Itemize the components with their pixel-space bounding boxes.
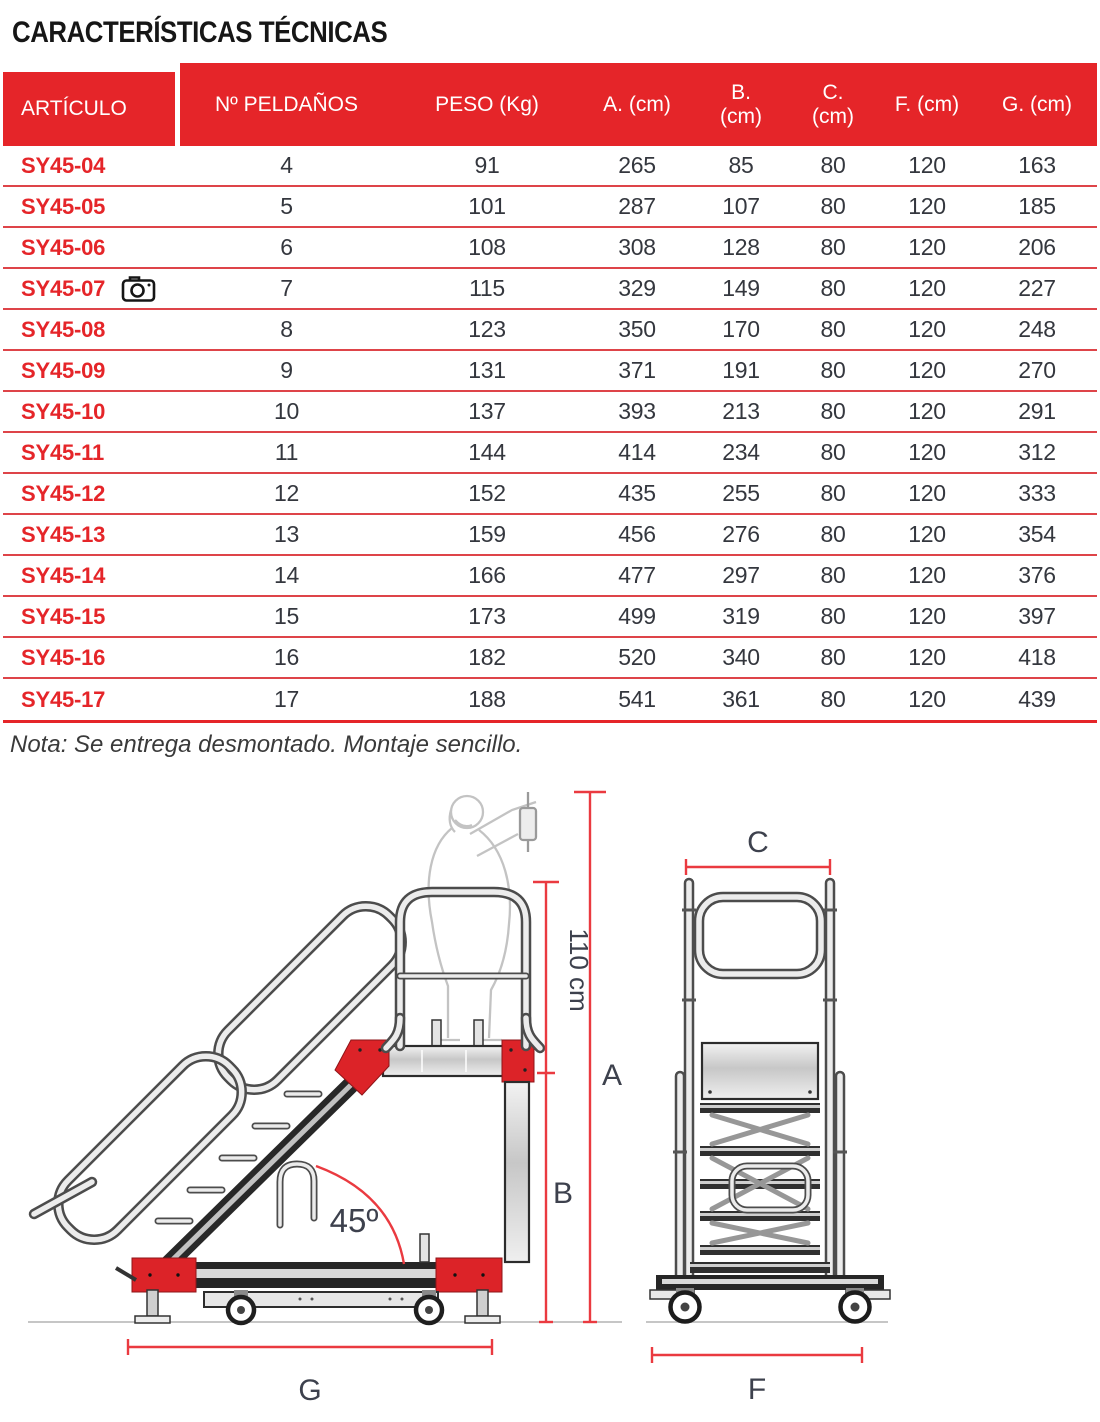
peldanos-cell: 11 — [274, 439, 299, 465]
drill-icon — [520, 808, 536, 840]
articulo-code: SY45-07 — [21, 275, 106, 301]
a-cell: 435 — [618, 480, 656, 506]
articulo-code: SY45-09 — [21, 357, 106, 383]
column-header-f: F. (cm) — [894, 92, 960, 116]
peldanos-cell: 14 — [274, 562, 299, 588]
camera-icon[interactable] — [121, 274, 156, 303]
a-cell: 308 — [618, 234, 656, 260]
peso-cell: 108 — [468, 234, 506, 260]
page-title: CARACTERÍSTICAS TÉCNICAS — [12, 16, 388, 49]
articulo-code: SY45-17 — [21, 686, 106, 712]
spec-table — [3, 63, 1097, 723]
g-cell: 291 — [1018, 398, 1056, 424]
articulo-cell — [3, 358, 180, 384]
f-cell: 120 — [908, 521, 946, 547]
peso-cell: 152 — [468, 480, 506, 506]
a-cell: 414 — [618, 439, 656, 465]
peso-cell: 101 — [468, 193, 506, 219]
a-cell: 350 — [618, 316, 656, 342]
g-cell: 270 — [1018, 357, 1056, 383]
dim-label-a: A — [601, 1059, 623, 1092]
column-header-g: G. (cm) — [1002, 92, 1072, 116]
table-row — [3, 228, 1097, 269]
f-cell: 120 — [908, 562, 946, 588]
g-cell: 418 — [1018, 644, 1056, 670]
articulo-cell — [3, 604, 180, 630]
a-cell: 371 — [618, 357, 656, 383]
articulo-cell — [3, 563, 180, 589]
table-row — [3, 351, 1097, 392]
articulo-code: SY45-10 — [21, 398, 106, 424]
articulo-cell — [3, 687, 180, 713]
b-cell: 319 — [722, 603, 760, 629]
f-cell: 120 — [908, 644, 946, 670]
g-cell: 227 — [1018, 275, 1056, 301]
b-cell: 297 — [722, 562, 760, 588]
a-cell: 265 — [618, 152, 656, 178]
column-header-a: A. (cm) — [603, 92, 671, 116]
peso-cell: 144 — [468, 439, 506, 465]
peldanos-cell: 12 — [274, 480, 299, 506]
stair-stringer — [152, 1070, 366, 1280]
peldanos-cell: 6 — [280, 234, 293, 260]
peldanos-cell: 5 — [280, 193, 293, 219]
worker-figure — [429, 792, 536, 1040]
a-cell: 329 — [618, 275, 656, 301]
c-cell: 80 — [820, 686, 846, 712]
c-cell: 80 — [820, 152, 846, 178]
articulo-code: SY45-15 — [21, 603, 106, 629]
g-cell: 312 — [1018, 439, 1056, 465]
g-cell: 333 — [1018, 480, 1056, 506]
leveling-foot — [465, 1290, 500, 1323]
g-cell: 439 — [1018, 686, 1056, 712]
dim-label-110cm: 110 cm — [564, 928, 594, 1012]
peso-cell: 188 — [468, 686, 506, 712]
base-frame — [116, 1234, 502, 1307]
articulo-cell — [3, 399, 180, 425]
leveling-foot — [135, 1290, 170, 1323]
b-cell: 255 — [722, 480, 760, 506]
f-cell: 120 — [908, 234, 946, 260]
articulo-code: SY45-04 — [21, 152, 106, 178]
f-cell: 120 — [908, 316, 946, 342]
peso-cell: 137 — [468, 398, 506, 424]
b-cell: 85 — [728, 152, 754, 178]
f-cell: 120 — [908, 603, 946, 629]
g-cell: 185 — [1018, 193, 1056, 219]
g-cell: 248 — [1018, 316, 1056, 342]
b-cell: 234 — [722, 439, 760, 465]
articulo-cell — [3, 317, 180, 343]
peso-cell: 91 — [474, 152, 500, 178]
cage-mount — [474, 1020, 483, 1046]
table-row — [3, 556, 1097, 597]
table-body — [3, 146, 1097, 723]
table-header-group — [180, 63, 1097, 146]
c-cell: 80 — [820, 316, 846, 342]
peldanos-cell: 4 — [280, 152, 293, 178]
table-row — [3, 515, 1097, 556]
g-cell: 206 — [1018, 234, 1056, 260]
dim-label-c: C — [747, 826, 769, 859]
articulo-code: SY45-05 — [21, 193, 106, 219]
b-cell: 107 — [722, 193, 760, 219]
f-cell: 120 — [908, 193, 946, 219]
c-cell: 80 — [820, 603, 846, 629]
column-header-articulo: ARTÍCULO — [3, 72, 175, 146]
table-row — [3, 269, 1097, 310]
c-cell: 80 — [820, 398, 846, 424]
articulo-code: SY45-11 — [21, 439, 105, 465]
g-cell: 354 — [1018, 521, 1056, 547]
b-cell: 361 — [722, 686, 760, 712]
table-row — [3, 146, 1097, 187]
platform-panel — [702, 1043, 818, 1099]
diagrams — [0, 770, 1100, 1422]
articulo-code: SY45-08 — [21, 316, 106, 342]
b-cell: 191 — [722, 357, 760, 383]
table-row — [3, 597, 1097, 638]
articulo-cell — [3, 274, 180, 303]
b-cell: 276 — [722, 521, 760, 547]
table-row — [3, 187, 1097, 228]
a-cell: 456 — [618, 521, 656, 547]
table-row — [3, 474, 1097, 515]
c-cell: 80 — [820, 275, 846, 301]
articulo-cell — [3, 153, 180, 179]
column-header-peldanos: Nº PELDAÑOS — [214, 92, 359, 116]
articulo-code: SY45-13 — [21, 521, 106, 547]
table-row — [3, 638, 1097, 679]
c-cell: 80 — [820, 562, 846, 588]
articulo-code: SY45-12 — [21, 480, 106, 506]
peso-cell: 182 — [468, 644, 506, 670]
side-view-diagram — [0, 770, 640, 1422]
a-cell: 499 — [618, 603, 656, 629]
peldanos-cell: 17 — [274, 686, 299, 712]
f-cell: 120 — [908, 152, 946, 178]
b-cell: 128 — [722, 234, 760, 260]
g-cell: 397 — [1018, 603, 1056, 629]
f-cell: 120 — [908, 357, 946, 383]
a-cell: 393 — [618, 398, 656, 424]
column-header-peso: PESO (Kg) — [435, 92, 539, 116]
f-cell: 120 — [908, 686, 946, 712]
c-cell: 80 — [820, 234, 846, 260]
dim-label-f: F — [747, 1373, 767, 1406]
table-row — [3, 392, 1097, 433]
dim-label-angle: 45º — [329, 1202, 379, 1239]
articulo-cell — [3, 522, 180, 548]
peldanos-cell: 7 — [280, 275, 293, 301]
c-cell: 80 — [820, 480, 846, 506]
c-cell: 80 — [820, 644, 846, 670]
a-cell: 520 — [618, 644, 656, 670]
table-row — [3, 433, 1097, 474]
f-cell: 120 — [908, 439, 946, 465]
a-cell: 477 — [618, 562, 656, 588]
red-base-right — [436, 1258, 502, 1292]
b-cell: 340 — [722, 644, 760, 670]
a-cell: 287 — [618, 193, 656, 219]
articulo-code: SY45-06 — [21, 234, 106, 260]
articulo-cell — [3, 440, 180, 466]
g-cell: 376 — [1018, 562, 1056, 588]
rear-column — [505, 1082, 529, 1262]
front-view-diagram — [640, 770, 1100, 1422]
articulo-cell — [3, 194, 180, 220]
note-text: Nota: Se entrega desmontado. Montaje sencillo. — [10, 731, 523, 758]
platform-cage — [386, 892, 540, 1048]
red-base-left — [132, 1258, 196, 1292]
peso-cell: 173 — [468, 603, 506, 629]
c-cell: 80 — [820, 193, 846, 219]
peso-cell: 159 — [468, 521, 506, 547]
g-cell: 163 — [1018, 152, 1056, 178]
dim-label-g: G — [298, 1374, 322, 1407]
peldanos-cell: 16 — [274, 644, 299, 670]
grab-loop — [280, 1164, 314, 1225]
f-cell: 120 — [908, 275, 946, 301]
peso-cell: 115 — [469, 275, 505, 301]
f-cell: 120 — [908, 480, 946, 506]
peldanos-cell: 15 — [274, 603, 299, 629]
table-row — [3, 310, 1097, 351]
b-cell: 149 — [722, 275, 760, 301]
peldanos-cell: 8 — [280, 316, 293, 342]
c-cell: 80 — [820, 439, 846, 465]
peso-cell: 131 — [468, 357, 506, 383]
peso-cell: 166 — [468, 562, 506, 588]
f-cell: 120 — [908, 398, 946, 424]
articulo-cell — [3, 481, 180, 507]
c-cell: 80 — [820, 357, 846, 383]
articulo-cell — [3, 235, 180, 261]
column-header-c: C. (cm) — [812, 80, 854, 128]
column-header-b: B. (cm) — [720, 80, 762, 128]
cage-mount — [432, 1020, 441, 1046]
articulo-code: SY45-14 — [21, 562, 106, 588]
b-cell: 213 — [722, 398, 760, 424]
articulo-cell — [3, 645, 180, 671]
b-cell: 170 — [722, 316, 760, 342]
table-row — [3, 679, 1097, 720]
articulo-code: SY45-16 — [21, 644, 106, 670]
a-cell: 541 — [618, 686, 656, 712]
table-header — [3, 63, 1097, 146]
c-cell: 80 — [820, 521, 846, 547]
peldanos-cell: 13 — [274, 521, 299, 547]
peso-cell: 123 — [468, 316, 506, 342]
peldanos-cell: 10 — [274, 398, 299, 424]
guardrail-loop — [699, 897, 821, 974]
peldanos-cell: 9 — [280, 357, 293, 383]
dim-label-b: B — [552, 1177, 574, 1210]
